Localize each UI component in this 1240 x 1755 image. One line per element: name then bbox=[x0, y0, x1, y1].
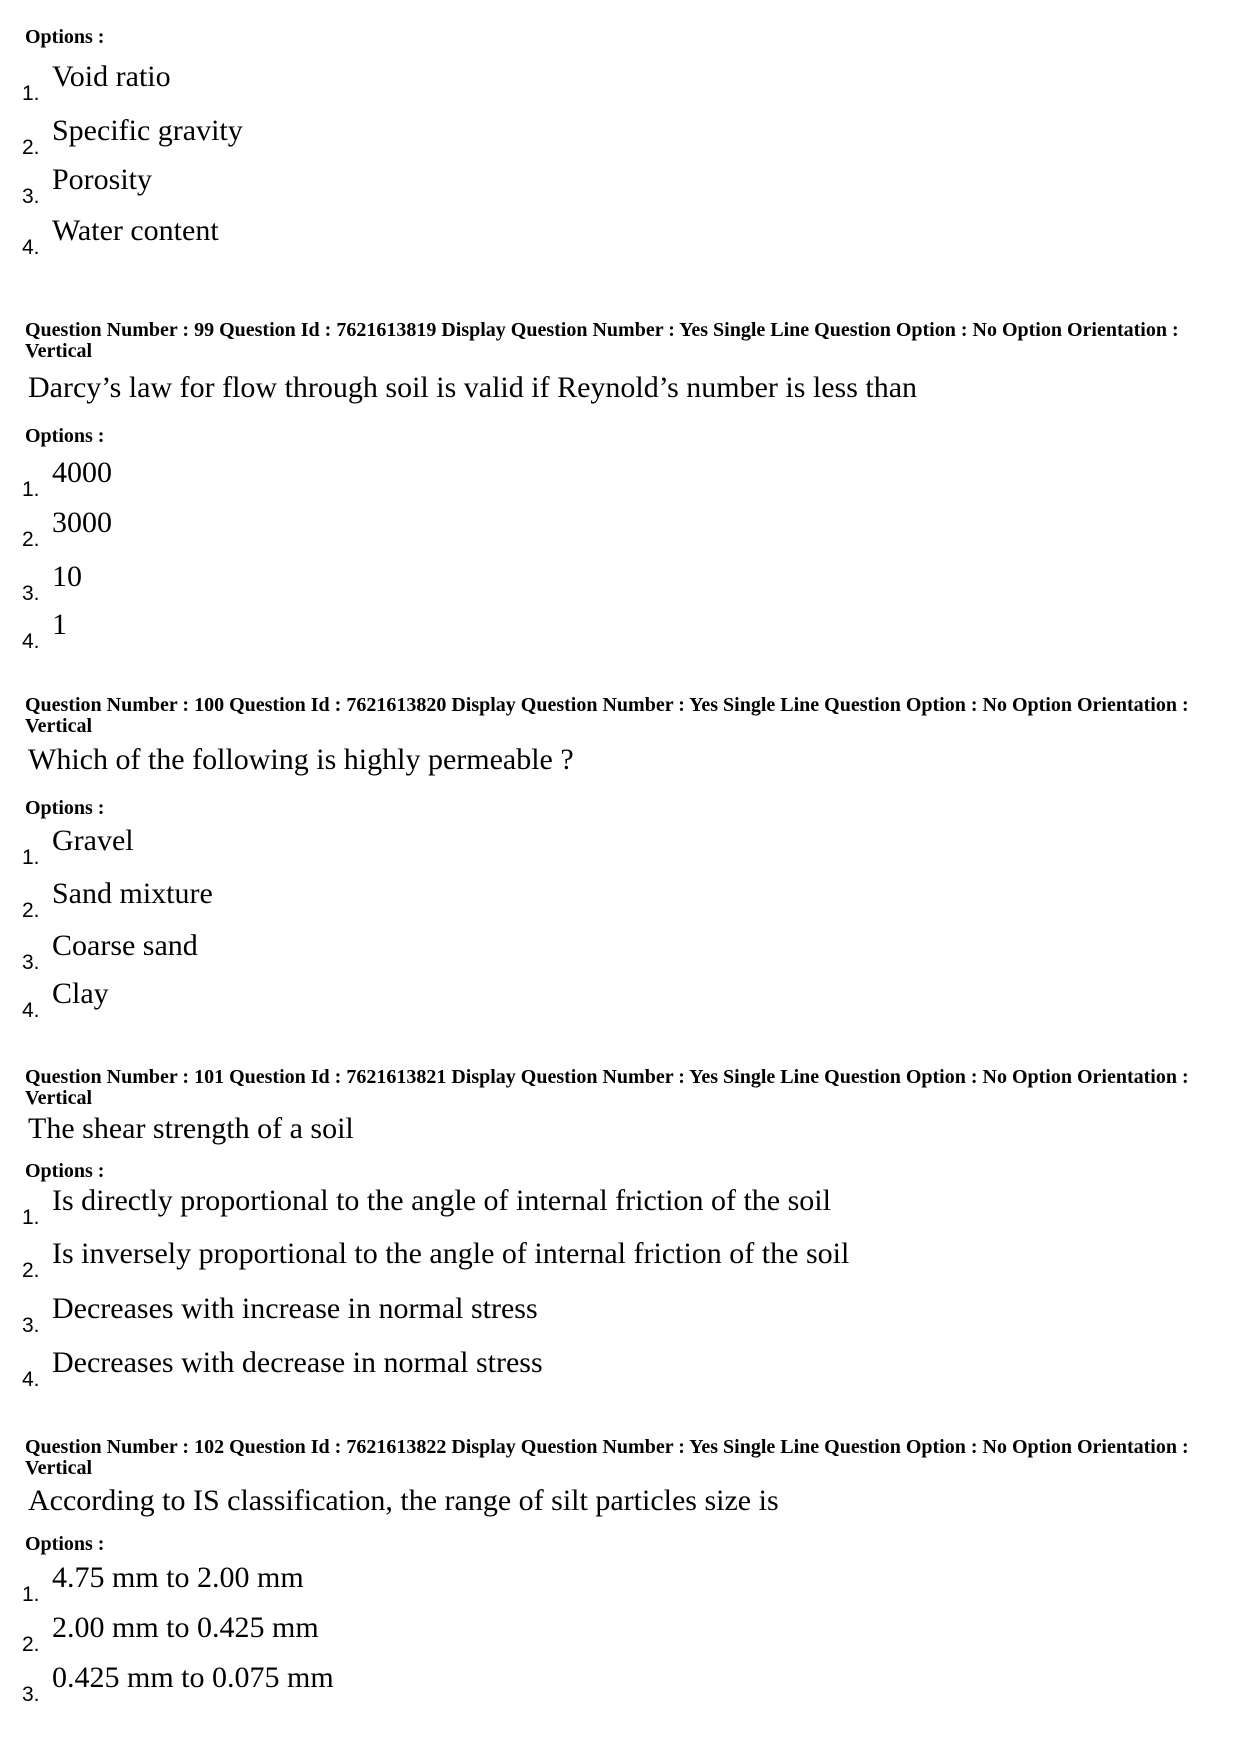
question-meta: Question Number : 101 Question Id : 7621613821 Display Question Number : Yes Single Line Question Option : No Option Orientation : Vertical bbox=[25, 1066, 1189, 1109]
option-number: 1. bbox=[22, 82, 40, 105]
option-number: 1. bbox=[22, 478, 40, 501]
option-number: 2. bbox=[22, 1633, 40, 1656]
option-number: 3. bbox=[22, 582, 40, 605]
option-number: 4. bbox=[22, 236, 40, 259]
option-text: Decreases with decrease in normal stress bbox=[52, 1346, 543, 1379]
option-text: Void ratio bbox=[52, 60, 171, 93]
option-text: Water content bbox=[52, 214, 219, 247]
option-number: 3. bbox=[22, 185, 40, 208]
option-text: Is directly proportional to the angle of internal friction of the soil bbox=[52, 1184, 831, 1217]
options-label: Options : bbox=[25, 797, 105, 819]
option-text: Specific gravity bbox=[52, 114, 243, 147]
option-number: 1. bbox=[22, 1583, 40, 1606]
option-text: Gravel bbox=[52, 824, 134, 857]
question-text: Darcy’s law for flow through soil is valid if Reynold’s number is less than bbox=[28, 371, 918, 404]
options-label: Options : bbox=[25, 1160, 105, 1182]
question-meta: Question Number : 100 Question Id : 7621613820 Display Question Number : Yes Single Line Question Option : No Option Orientation : Vertical bbox=[25, 694, 1189, 737]
question-meta: Question Number : 99 Question Id : 7621613819 Display Question Number : Yes Single Line Question Option : No Option Orientation : Vertical bbox=[25, 319, 1179, 362]
option-text: 3000 bbox=[52, 506, 112, 539]
question-text: Which of the following is highly permeable ? bbox=[28, 743, 574, 776]
option-number: 4. bbox=[22, 1368, 40, 1391]
option-number: 2. bbox=[22, 899, 40, 922]
option-number: 4. bbox=[22, 999, 40, 1022]
option-text: Decreases with increase in normal stress bbox=[52, 1292, 538, 1325]
option-text: Clay bbox=[52, 977, 109, 1010]
options-label: Options : bbox=[25, 26, 105, 48]
options-label: Options : bbox=[25, 1533, 105, 1555]
option-text: 10 bbox=[52, 560, 82, 593]
option-number: 4. bbox=[22, 630, 40, 653]
option-text: Is inversely proportional to the angle of internal friction of the soil bbox=[52, 1237, 850, 1270]
option-text: 1 bbox=[52, 608, 67, 641]
option-number: 3. bbox=[22, 1683, 40, 1706]
option-number: 2. bbox=[22, 528, 40, 551]
option-text: 2.00 mm to 0.425 mm bbox=[52, 1611, 319, 1644]
question-text: The shear strength of a soil bbox=[28, 1112, 354, 1145]
question-meta: Question Number : 102 Question Id : 7621613822 Display Question Number : Yes Single Line Question Option : No Option Orientation : Vertical bbox=[25, 1436, 1189, 1479]
option-text: Porosity bbox=[52, 163, 153, 196]
option-number: 2. bbox=[22, 1259, 40, 1282]
option-number: 3. bbox=[22, 951, 40, 974]
option-text: 4000 bbox=[52, 456, 112, 489]
question-text: According to IS classification, the range of silt particles size is bbox=[28, 1484, 779, 1517]
option-number: 1. bbox=[22, 1206, 40, 1229]
option-text: 4.75 mm to 2.00 mm bbox=[52, 1561, 304, 1594]
options-label: Options : bbox=[25, 425, 105, 447]
option-text: Coarse sand bbox=[52, 929, 198, 962]
option-text: 0.425 mm to 0.075 mm bbox=[52, 1661, 334, 1694]
option-number: 1. bbox=[22, 846, 40, 869]
option-number: 3. bbox=[22, 1314, 40, 1337]
option-number: 2. bbox=[22, 136, 40, 159]
option-text: Sand mixture bbox=[52, 877, 213, 910]
